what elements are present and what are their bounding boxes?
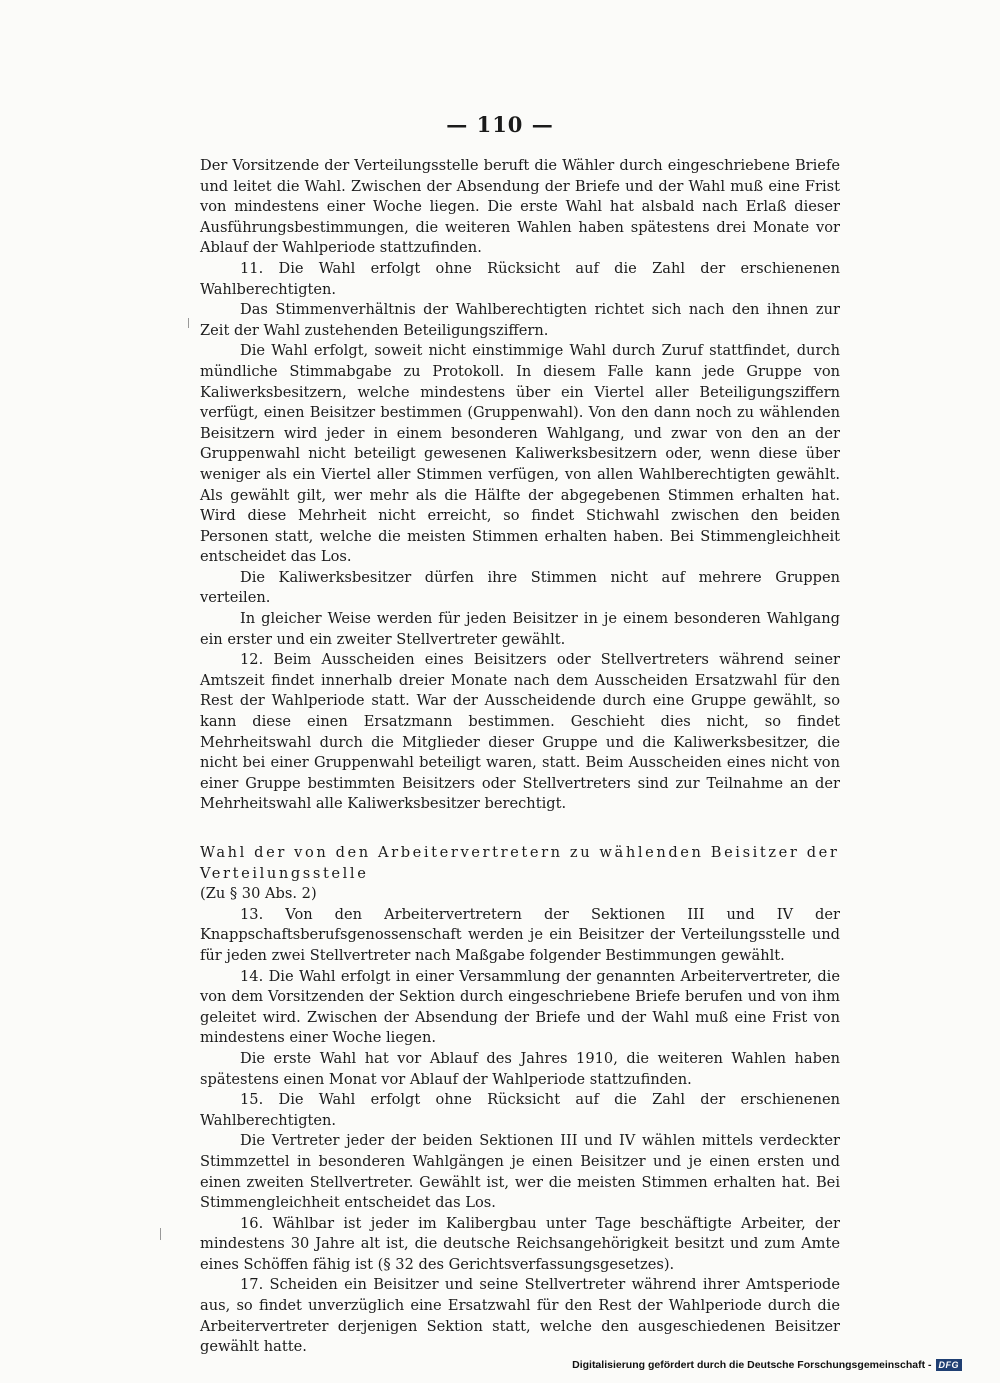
paragraph: Die Wahl erfolgt, soweit nicht einstimmige Wahl durch Zuruf stattfindet, durch mündliche Stimmabgabe zu Protokoll. In diesem Falle kann jede Gruppe von Kaliwerksbesitzern, welche mindestens über ein Viertel aller Beteiligungsziffern verfügt, einen Beisitzer bestimmen (Gruppenwahl). Von den dann noch zu wählenden Beisitzern wird jeder in einem besonderen Wahlgang, und zwar von den an der Gruppenwahl nicht beteiligt gewesenen Kaliwerksbesitzern oder, wenn diese über weniger als ein Viertel aller Stimmen verfügen, von allen Wahlberechtigten gewählt. Als gewählt gilt, wer mehr als die Hälfte der abgegebenen Stimmen erhalten hat. Wird diese Mehrheit nicht erreicht, so findet Stichwahl zwischen den beiden Personen statt, welche die meisten Stimmen erhalten haben. Bei Stimmengleichheit entscheidet das Los. bbox=[200, 342, 840, 566]
paragraph: 11. Die Wahl erfolgt ohne Rücksicht auf die Zahl der erschienenen Wahlberechtigten. bbox=[200, 259, 840, 298]
footer-credit bbox=[572, 1359, 962, 1371]
dfg-logo-icon: DFG bbox=[936, 1359, 963, 1371]
section-heading: Wahl der von den Arbeitervertretern zu wählenden Beisitzer der bbox=[200, 844, 840, 861]
paragraph: 17. Scheiden ein Beisitzer und seine Stellvertreter während ihrer Amtsperiode aus, so findet unverzüglich eine Ersatzwahl für den Rest der Wahlperiode durch die Arbeitervertreter derjenigen Sektion statt, welche den ausgeschiedenen Beisitzer gewählt hatte. bbox=[200, 1276, 840, 1356]
paragraph: 15. Die Wahl erfolgt ohne Rücksicht auf die Zahl der erschienenen Wahlberechtigten. bbox=[200, 1091, 840, 1129]
paragraph: Der Vorsitzende der Verteilungsstelle beruft die Wähler durch eingeschriebene Briefe und leitet die Wahl. Zwischen der Absendung der Briefe und der Wahl muß eine Frist von mindestens einer Woche liegen. Die erste Wahl hat alsbald nach Erlaß dieser Ausführungsbestimmungen, die weiteren Wahlen haben spätestens drei Monate vor Ablauf der Wahlperiode stattzufinden. bbox=[200, 157, 840, 257]
paragraph: 14. Die Wahl erfolgt in einer Versammlung der genannten Arbeitervertreter, die von dem Vorsitzenden der Sektion durch eingeschriebene Briefe berufen und von ihm geleitet wird. Zwischen der Absendung der Briefe und der Wahl muß eine Frist von mindestens einer Woche liegen. bbox=[200, 967, 840, 1047]
paragraph: Die Kaliwerksbesitzer dürfen ihre Stimmen nicht auf mehrere Gruppen verteilen. bbox=[200, 568, 840, 607]
section-reference: (Zu § 30 Abs. 2) bbox=[200, 885, 317, 903]
paragraph: In gleicher Weise werden für jeden Beisitzer in je einem besonderen Wahlgang ein erster und ein zweiter Stellvertreter gewählt. bbox=[200, 610, 840, 648]
paragraph: 12. Beim Ausscheiden eines Beisitzers oder Stellvertreters während seiner Amtszeit findet innerhalb dreier Monate nach dem Ausscheiden Ersatzwahl für den Rest der Wahlperiode statt. War der Ausscheidende durch eine Gruppe gewählt, so kann diese einen Ersatzmann bestimmen. Geschieht dies nicht, so findet Mehrheitswahl durch die Mitglieder dieser Gruppe und die Kaliwerksbesitzer, die nicht bei einer Gruppenwahl beteiligt waren, statt. Beim Ausscheiden eines nicht von einer Gruppe bestimmten Beisitzers oder Stellvertreters sind zur Teilnahme an der Mehrheitswahl alle Kaliwerksbesitzer berechtigt. bbox=[200, 651, 840, 813]
scan-artifact bbox=[188, 318, 189, 328]
paragraph: Die Vertreter jeder der beiden Sektionen III und IV wählen mittels verdeckter Stimmzettel in besonderen Wahlgängen je einen Beisitzer und je einen ersten und einen zweiten Stellvertreter. Gewählt ist, wer die meisten Stimmen erhalten hat. Bei Stimmengleichheit entscheidet das Los. bbox=[200, 1132, 840, 1212]
scan-artifact bbox=[160, 1228, 161, 1240]
paragraph: 13. Von den Arbeitervertretern der Sektionen III und IV der Knappschaftsberufsgenossenschaft werden je ein Beisitzer der Verteilungsstelle und für jeden zwei Stellvertreter nach Maßgabe folgender Bestimmungen gewählt. bbox=[200, 905, 840, 964]
paragraph: 16. Wählbar ist jeder im Kalibergbau unter Tage beschäftigte Arbeiter, der mindestens 30 Jahre alt ist, die deutsche Reichsangehörigkeit besitzt und zum Amte eines Schöffen fähig ist (§ 32 des Gerichtsverfassungsgesetzes). bbox=[200, 1214, 840, 1273]
paragraph: Die erste Wahl hat vor Ablauf des Jahres 1910, die weiteren Wahlen haben spätestens einen Monat vor Ablauf der Wahlperiode stattzufinden. bbox=[200, 1049, 840, 1088]
paragraph: Das Stimmenverhältnis der Wahlberechtigten richtet sich nach den ihnen zur Zeit der Wahl zustehenden Beteiligungsziffern. bbox=[200, 301, 840, 339]
footer-text: Digitalisierung gefördert durch die Deutsche Forschungsgemeinschaft - bbox=[572, 1359, 932, 1371]
section-heading-continued: Verteilungsstelle bbox=[200, 864, 369, 882]
page-number: — 110 — bbox=[446, 112, 554, 137]
body-text bbox=[200, 156, 840, 1358]
